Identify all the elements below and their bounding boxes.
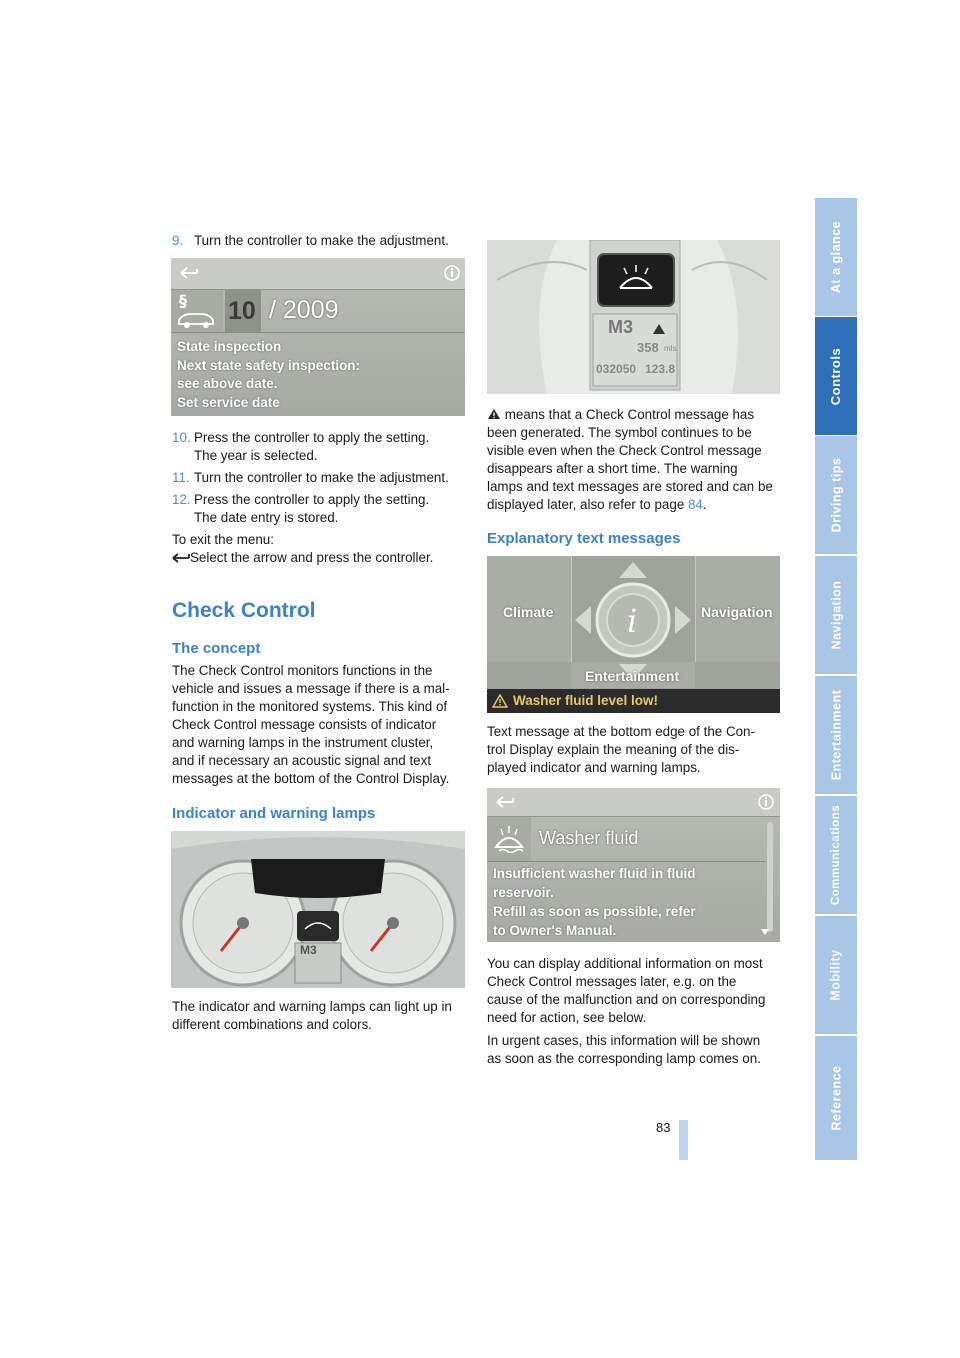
text-line: The indicator and warning lamps can light up in [172, 999, 452, 1014]
text-line: as soon as the corresponding lamp comes on. [487, 1051, 761, 1066]
text-line: The Check Control monitors functions in the [172, 663, 433, 678]
washer-fluid-icon [493, 825, 525, 853]
step-text: Turn the controller to make the adjustment. [194, 233, 449, 248]
text-line: need for action, see below. [487, 1010, 647, 1025]
text-line: displayed later, also refer to page [487, 497, 688, 512]
chapter-tabs [815, 198, 857, 1160]
lamps-caption [172, 998, 472, 1034]
step-text: Press the controller to apply the setting. [194, 492, 430, 507]
step-number: 11. [172, 470, 190, 485]
divider [171, 332, 465, 333]
distance-unit: mls [664, 344, 677, 353]
explanatory-paragraph [487, 723, 787, 777]
tab-controls[interactable] [815, 317, 857, 435]
inspection-car-icon [177, 292, 217, 330]
text-line: In urgent cases, this information will be shown [487, 1033, 761, 1048]
washer-title: Washer fluid [539, 828, 639, 848]
washer-symbol-area [487, 817, 531, 861]
screen-line: State inspection [177, 339, 282, 354]
section-title: Check Control [172, 599, 316, 622]
tab-navigation[interactable] [815, 556, 857, 674]
tab-label: Entertainment [829, 689, 844, 781]
info-icon [443, 264, 461, 282]
cluster-graphic [171, 831, 465, 988]
warning-message: Washer fluid level low! [513, 693, 659, 708]
text-line: messages at the bottom of the Control Display. [172, 771, 450, 786]
screen-topbar [171, 258, 465, 290]
text-line: cause of the malfunction and on corresponding [487, 992, 766, 1007]
step-number: 9. [172, 233, 184, 248]
step-11 [172, 469, 472, 487]
text-line: and if necessary an acoustic signal and text [172, 753, 432, 768]
divider [487, 861, 765, 862]
instrument-cluster-image [171, 831, 465, 988]
scroll-down-icon[interactable] [760, 928, 770, 936]
warning-triangle-icon [492, 694, 508, 708]
svg-text:i: i [627, 602, 638, 640]
text-line: means that a Check Control message has [504, 407, 755, 422]
exit-text: Select the arrow and press the controller. [190, 550, 434, 565]
screen-line[interactable]: Set service date [177, 394, 280, 410]
page-reference-link[interactable]: 84 [687, 497, 703, 512]
trip-value: 123.8 [645, 362, 676, 376]
odometer-value: 032050 [596, 362, 637, 376]
concept-heading: The concept [172, 640, 261, 657]
exit-instruction [172, 549, 472, 567]
text-line: You can display additional information on most [487, 956, 763, 971]
month-value: 10 [228, 297, 256, 325]
step-number: 10. [172, 430, 191, 445]
page-number: 83 [656, 1120, 671, 1135]
tab-entertainment[interactable] [815, 676, 857, 794]
text-line: disappears after a short time. The warning [487, 461, 738, 476]
step-text: Press the controller to apply the setting. [194, 430, 430, 445]
tab-communications[interactable] [815, 796, 857, 914]
tab-label: Mobility [829, 949, 843, 1001]
explanatory-heading: Explanatory text messages [487, 530, 681, 547]
screen-topbar [487, 788, 780, 817]
page-marker-bar [679, 1120, 688, 1160]
screen-line: Refill as soon as possible, refer [493, 904, 696, 919]
distance-value: 358 [637, 340, 659, 355]
tab-label: Controls [828, 347, 844, 405]
step-number: 12. [172, 492, 191, 507]
service-symbol-area [171, 290, 223, 332]
scrollbar[interactable] [767, 822, 773, 932]
tab-label: Communications [830, 804, 843, 906]
back-arrow-icon[interactable] [179, 266, 199, 280]
tab-reference[interactable] [815, 1036, 857, 1160]
back-arrow-icon[interactable] [495, 795, 515, 809]
info-icon [757, 793, 775, 811]
svg-text:§: § [179, 292, 187, 310]
tab-label: At a glance [829, 220, 843, 294]
inspection-text [177, 338, 360, 412]
entertainment-label: Entertainment [585, 668, 680, 684]
screen-line: Next state safety inspection: [177, 357, 361, 373]
text-line: function in the monitored systems. This kind of [172, 699, 448, 714]
urgent-paragraph [487, 1032, 787, 1068]
tab-at-a-glance[interactable] [815, 198, 857, 316]
exit-intro: To exit the menu: [172, 532, 274, 547]
screen-line: see above date. [177, 376, 278, 391]
year-value[interactable]: / 2009 [269, 296, 339, 324]
tab-mobility[interactable] [815, 916, 857, 1034]
text-line: visible even when the Check Control message [487, 443, 762, 458]
text-line: vehicle and issues a message if there is a mal- [172, 681, 450, 696]
model-display: M3 [300, 943, 317, 957]
step-continuation: The year is selected. [194, 448, 318, 463]
text-line: played indicator and warning lamps. [487, 760, 701, 775]
warning-triangle-icon [487, 408, 501, 420]
step-continuation: The date entry is stored. [194, 510, 339, 525]
text-line: Text message at the bottom edge of the Con- [487, 724, 755, 739]
tab-label: Driving tips [829, 457, 844, 533]
text-line: trol Display explain the meaning of the dis- [487, 742, 740, 757]
tab-label: Reference [829, 1065, 844, 1131]
step-12 [172, 491, 472, 527]
back-arrow-icon [172, 552, 190, 563]
warning-message-bar [487, 689, 780, 713]
month-field[interactable] [225, 290, 261, 332]
model-display: M3 [608, 317, 634, 337]
control-display-menu [487, 556, 780, 713]
washer-message [493, 864, 696, 940]
step-text: Turn the controller to make the adjustment. [194, 470, 449, 485]
washer-fluid-screen [487, 788, 780, 942]
tab-driving-tips[interactable] [815, 436, 857, 554]
additional-paragraph [487, 955, 787, 1027]
warning-symbol-closeup [487, 240, 780, 394]
text-line: lamps and text messages are stored and can be [487, 479, 773, 494]
screen-line: to Owner's Manual. [493, 923, 617, 938]
concept-paragraph [172, 662, 472, 788]
step-9 [172, 232, 472, 250]
text-line: been generated. The symbol continues to be [487, 425, 752, 440]
tab-label: Navigation [829, 580, 843, 650]
text-line: Check Control messages later, e.g. on the [487, 974, 737, 989]
text-line: and warning lamps in the instrument cluster, [172, 735, 434, 750]
lamps-heading: Indicator and warning lamps [172, 805, 376, 822]
state-inspection-screen [171, 258, 465, 416]
screen-line: reservoir. [493, 885, 554, 900]
symbol-paragraph: means that a Check Control message has been generated. The symbol continues to be visible even when the Check Control message disappears after a short time. The warning lamps and text messages are stored and can be displayed later, also refer to page 84. [487, 406, 787, 514]
screen-line: Insufficient washer fluid in fluid [493, 866, 696, 881]
climate-label: Climate [503, 604, 554, 620]
text-line: Check Control message consists of indicator [172, 717, 437, 732]
text-line: different combinations and colors. [172, 1017, 372, 1032]
step-10 [172, 429, 472, 465]
navigation-label: Navigation [701, 604, 773, 620]
